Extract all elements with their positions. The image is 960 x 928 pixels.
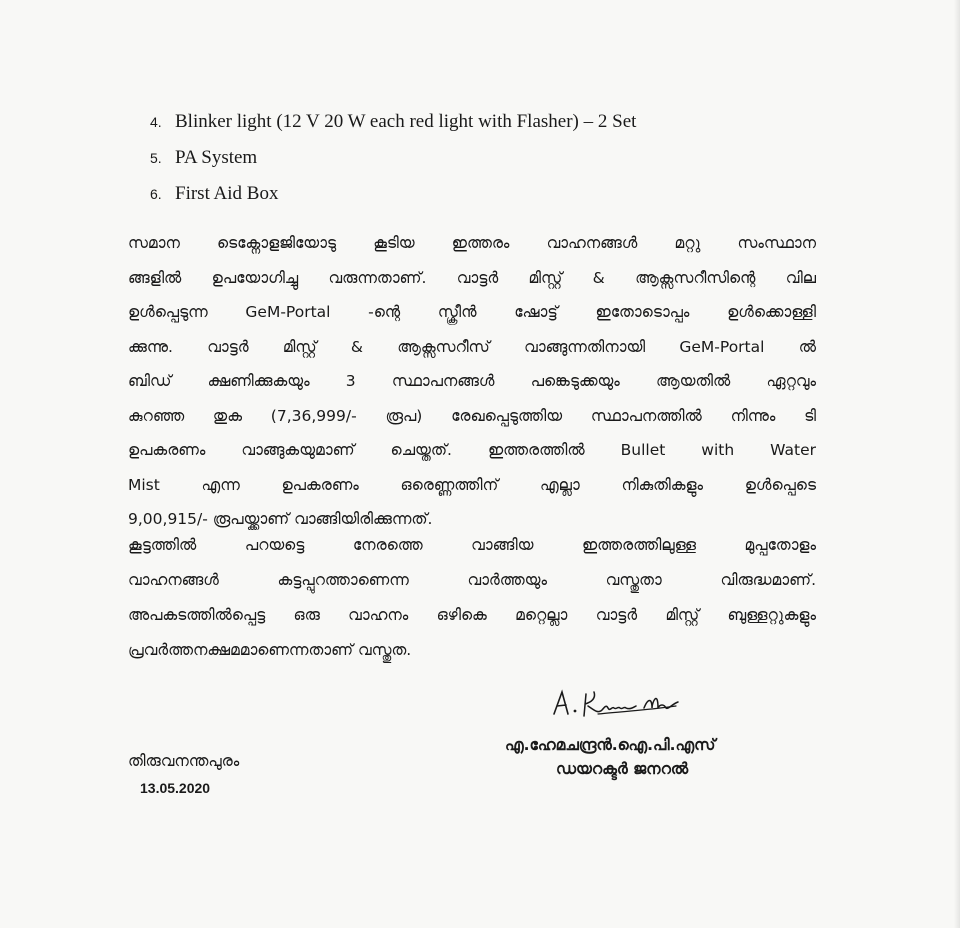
list-item-text: PA System — [175, 147, 258, 168]
list-item-number: 4. — [150, 114, 162, 130]
paragraph-line: ഉൾപ്പെടുന്ന GeM-Portal -ന്റെ സ്ക്രീൻ ഷോട്ട് ഇതോടൊപ്പം ഉൾക്കൊള്ളി — [128, 303, 816, 321]
paragraph-line: സമാന ടെക്നോളജിയോടു കൂടിയ ഇത്തരം വാഹനങ്ങൾ മറ്റു സംസ്ഥാന — [128, 234, 816, 252]
list-item-text: First Aid Box — [175, 183, 279, 204]
paragraph-line: കുറഞ്ഞ തുക (7,36,999/- രൂപ) രേഖപ്പെടുത്തിയ സ്ഥാപനത്തിൽ നിന്നും ടി — [128, 406, 816, 425]
list-item — [150, 176, 636, 212]
paragraph-clarification — [128, 528, 816, 668]
paragraph-line: ക്കുന്നു. വാട്ടർ മിസ്റ്റ് & ആക്സസറീസ് വാങ്ങുന്നതിനായി GeM-Portal ൽ — [128, 337, 816, 356]
paragraph-line: കൂട്ടത്തിൽ പറയട്ടെ നേരത്തെ വാങ്ങിയ ഇത്തരത്തിലുള്ള മുപ്പതോളം — [128, 536, 816, 554]
paragraph-procurement — [128, 226, 816, 537]
page-edge-shadow — [954, 0, 960, 928]
paragraph-line: Mist എന്ന ഉപകരണം ഒരെണ്ണത്തിന് എല്ലാ നികുതികളും ഉൾപ്പെടെ — [128, 475, 816, 494]
signatory-title: ഡയറക്ടർ ജനറൽ — [556, 760, 689, 778]
paragraph-line: അപകടത്തിൽപ്പെട്ട ഒരു വാഹനം ഒഴികെ മറ്റെല്ലാ വാട്ടർ മിസ്റ്റ് ബുള്ളറ്റുകളും — [128, 606, 816, 624]
list-item — [150, 104, 636, 140]
place-label: തിരുവനന്തപുരം — [128, 752, 240, 770]
paragraph-line: 9,00,915/- രൂപയ്ക്കാണ് വാങ്ങിയിരിക്കുന്നത്. — [128, 510, 433, 528]
handwritten-signature — [548, 680, 688, 728]
paragraph-line: പ്രവർത്തനക്ഷമമാണെന്നതാണ് വസ്തുത. — [128, 641, 412, 659]
list-item — [150, 140, 636, 176]
paragraph-line: ങ്ങളിൽ ഉപയോഗിച്ചു വരുന്നതാണ്. വാട്ടർ മിസ്റ്റ് & ആക്സസറീസിന്റെ വില — [128, 268, 816, 287]
paragraph-line: ഉപകരണം വാങ്ങുകയുമാണ് ചെയ്തത്. ഇത്തരത്തിൽ Bullet with Water — [128, 441, 816, 459]
paragraph-line: വാഹനങ്ങൾ കട്ടപ്പുറത്താണെന്ന വാർത്തയും വസ്തുതാ വിരുദ്ധമാണ്. — [128, 571, 816, 589]
document-date: 13.05.2020 — [140, 780, 211, 796]
list-item-text: Blinker light (12 V 20 W each red light with Flasher) – 2 Set — [175, 111, 637, 132]
equipment-list — [150, 104, 636, 212]
list-item-number: 5. — [150, 150, 162, 166]
list-item-number: 6. — [150, 186, 162, 202]
paragraph-line: ബിഡ് ക്ഷണിക്കുകയും 3 സ്ഥാപനങ്ങൾ പങ്കെടുക്കയും ആയതിൽ ഏറ്റവും — [128, 372, 816, 390]
signatory-name: എ.ഹേമചന്ദ്രൻ.ഐ.പി.എസ് — [505, 736, 716, 754]
